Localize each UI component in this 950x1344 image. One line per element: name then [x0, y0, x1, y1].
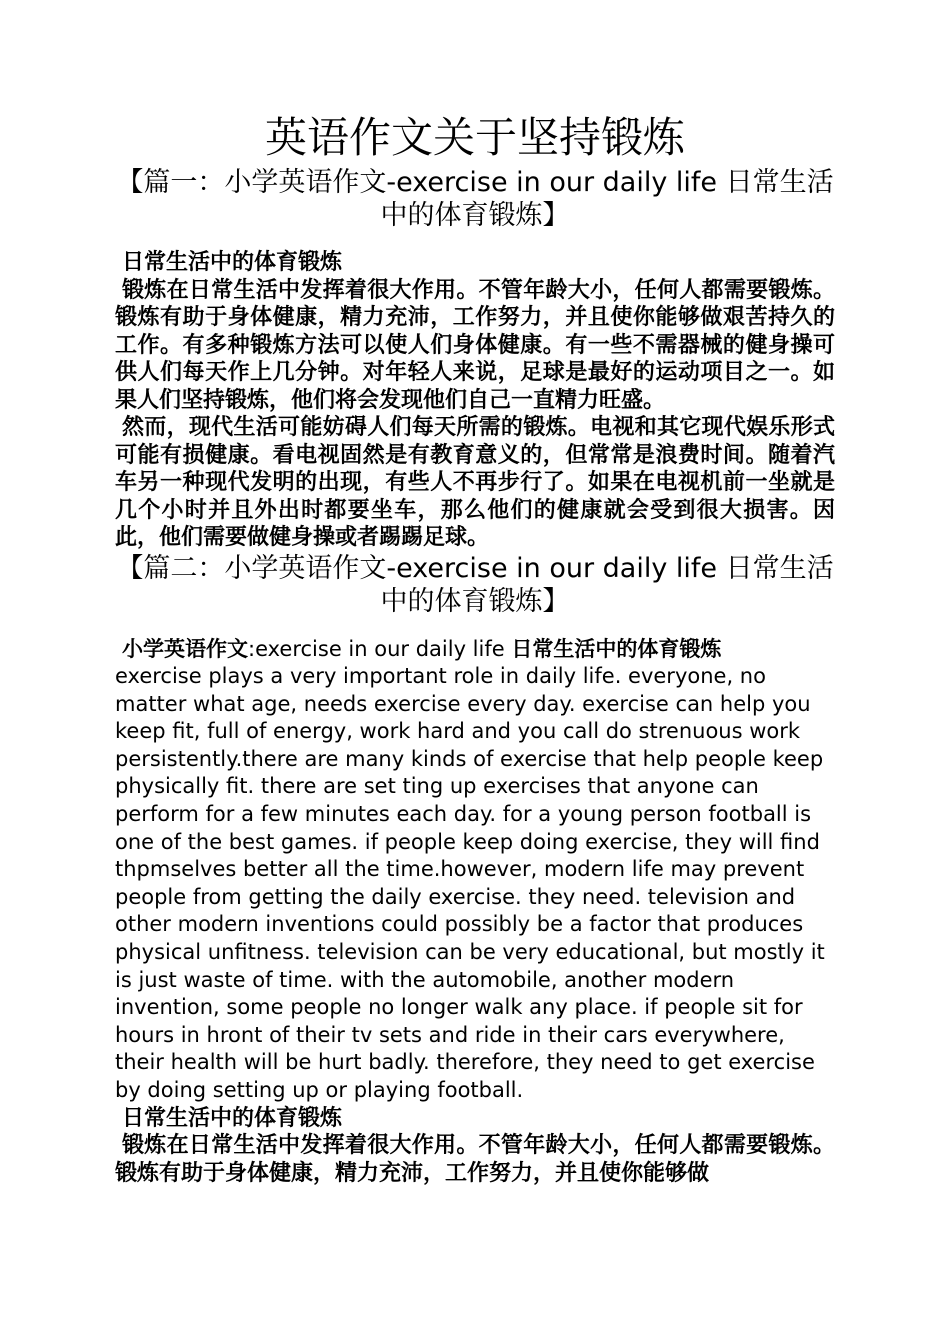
- section2-subheading: 日常生活中的体育锻炼: [122, 1105, 343, 1131]
- section2-english-text: exercise plays a very important role in daily life. everyone, no matter what age, needs exercise every day. exercise can help you keep fit, full of energy, work hard and you call do strenuous work persistently.there are many kinds of exercise that help people keep physically fit. there are set ting up exercises that anyone can perform for a few minutes each day. for a young person football is one of the best games. if people keep doing exercise, they will find thpmselves better all the time.however, modern life may prevent people from getting the daily exercise. they need. television and other modern inventions could possibly be a factor that produces physical unfitness. television can be very educational, but mostly it is just waste of time. with the automobile, another modern invention, some people no longer walk any place. if people sit for hours in hront of their tv sets and ride in their cars everywhere, their health will be hurt badly. therefore, they need to get exercise by doing setting up or playing football.: [115, 664, 825, 1102]
- spacer: [115, 618, 835, 636]
- section1-subheading: 日常生活中的体育锻炼: [122, 250, 343, 275]
- section1-heading: 【篇一：小学英语作文-exercise in our daily life 日常生活中的体育锻炼】: [116, 167, 834, 231]
- spacer: [115, 232, 835, 249]
- lead-bold-1: 小学英语作文: [122, 636, 248, 661]
- lead-plain: :exercise in our daily life: [248, 636, 512, 661]
- section1-paragraph-2: 然而，现代生活可能妨碍人们每天所需的锻炼。电视和其它现代娱乐形式可能有损健康。看电视固然是有教育意义的，但常常是浪费时间。随着汽车另一种现代发明的出现，有些人不再步行了。如果在电视机前一坐就是几个小时并且外出时都要坐车，那么他们的健康就会受到很大损害。因此，他们需要做健身操或者踢踢足球。: [115, 415, 835, 550]
- section1-paragraph-1: 锻炼在日常生活中发挥着很大作用。不管年龄大小，任何人都需要锻炼。锻炼有助于身体健康，精力充沛，工作努力，并且使你能够做艰苦持久的工作。有多种锻炼方法可以使人们身体健康。有一些不需器械的健身操可供人们每天作上几分钟。对年轻人来说，足球是最好的运动项目之一。如果人们坚持锻炼，他们将会发现他们自己一直精力旺盛。: [115, 277, 835, 413]
- document-page: [115, 110, 835, 1187]
- section2-paragraph-1: 锻炼在日常生活中发挥着很大作用。不管年龄大小，任何人都需要锻炼。锻炼有助于身体健康，精力充沛，工作努力，并且使你能够做: [115, 1133, 835, 1186]
- lead-bold-2: 日常生活中的体育锻炼: [511, 636, 722, 661]
- section2-heading: 【篇二：小学英语作文-exercise in our daily life 日常生活中的体育锻炼】: [116, 552, 834, 617]
- section2-lead-line: [115, 636, 835, 664]
- document-title: 英语作文关于坚持锻炼: [264, 113, 685, 162]
